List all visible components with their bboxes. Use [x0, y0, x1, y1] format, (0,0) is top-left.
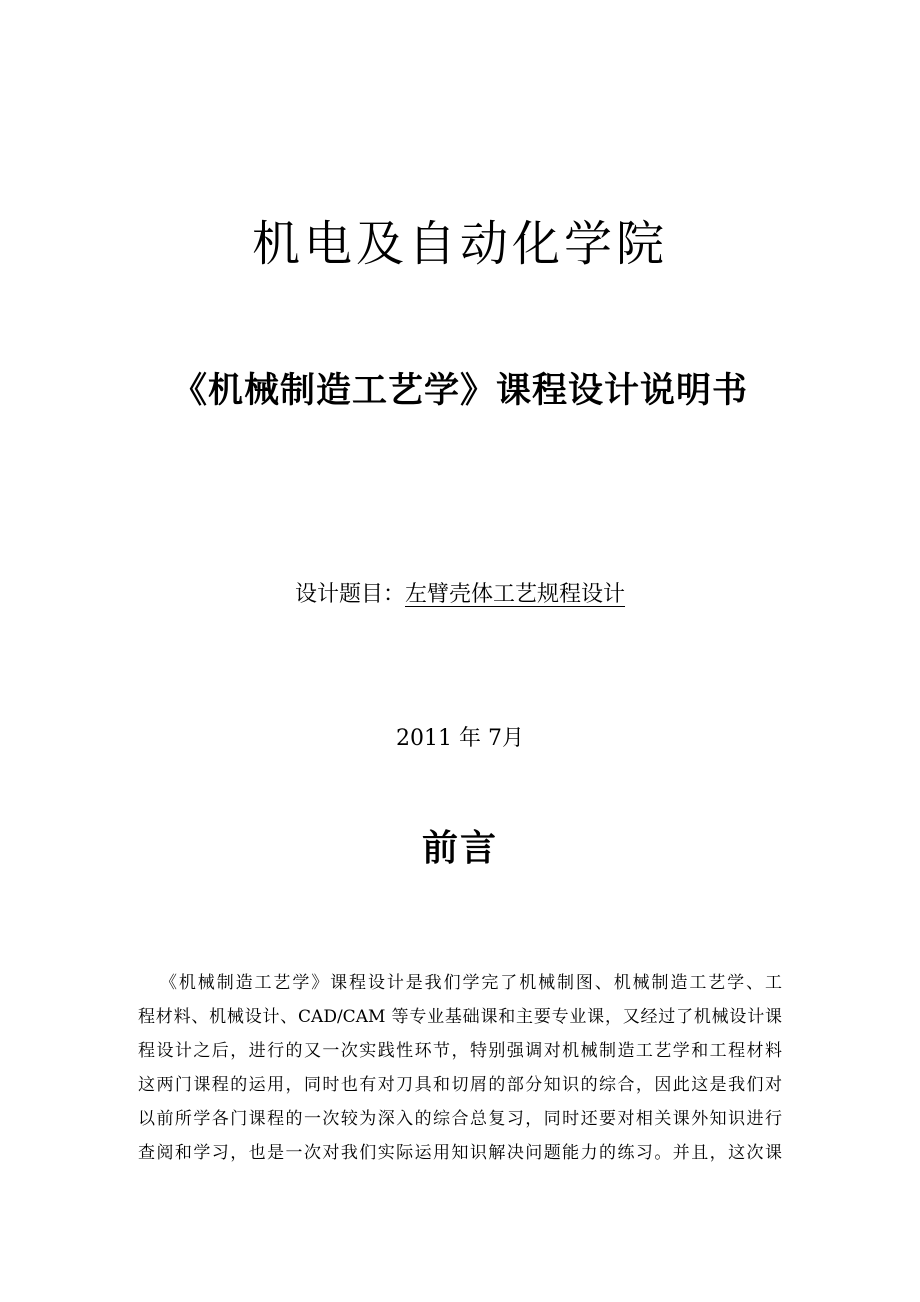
preface-line: 程材料、机械设计、CAD/CAM 等专业基础课和主要专业课，又经过了机械设计课: [138, 1007, 782, 1027]
preface-paragraph: [138, 966, 782, 1170]
date-year-unit: 年: [458, 726, 481, 751]
date-month: 7: [488, 726, 502, 751]
preface-line: 以前所学各门课程的一次较为深入的综合总复习，同时还要对相关课外知识进行: [138, 1109, 782, 1129]
course-title: 《机械制造工艺学》课程设计说明书: [171, 370, 748, 411]
design-topic-value: 左臂壳体工艺规程设计: [405, 582, 626, 607]
design-topic-label: 设计题目：: [294, 582, 405, 607]
document-date: [0, 722, 920, 756]
date-year: 2011: [395, 726, 452, 751]
preface-heading: 前言: [421, 827, 498, 869]
date-month-unit: 月: [502, 726, 525, 751]
preface-line: 查阅和学习，也是一次对我们实际运用知识解决问题能力的练习。并且，这次课: [138, 1143, 782, 1163]
design-topic: [0, 578, 920, 612]
college-name: 机电及自动化学院: [251, 216, 668, 272]
preface-line: 《机械制造工艺学》课程设计是我们学完了机械制图、机械制造工艺学、工: [160, 973, 782, 993]
preface-line: 这两门课程的运用，同时也有对刀具和切屑的部分知识的综合，因此这是我们对: [138, 1075, 782, 1095]
preface-line: 程设计之后，进行的又一次实践性环节，特别强调对机械制造工艺学和工程材料: [138, 1041, 782, 1061]
